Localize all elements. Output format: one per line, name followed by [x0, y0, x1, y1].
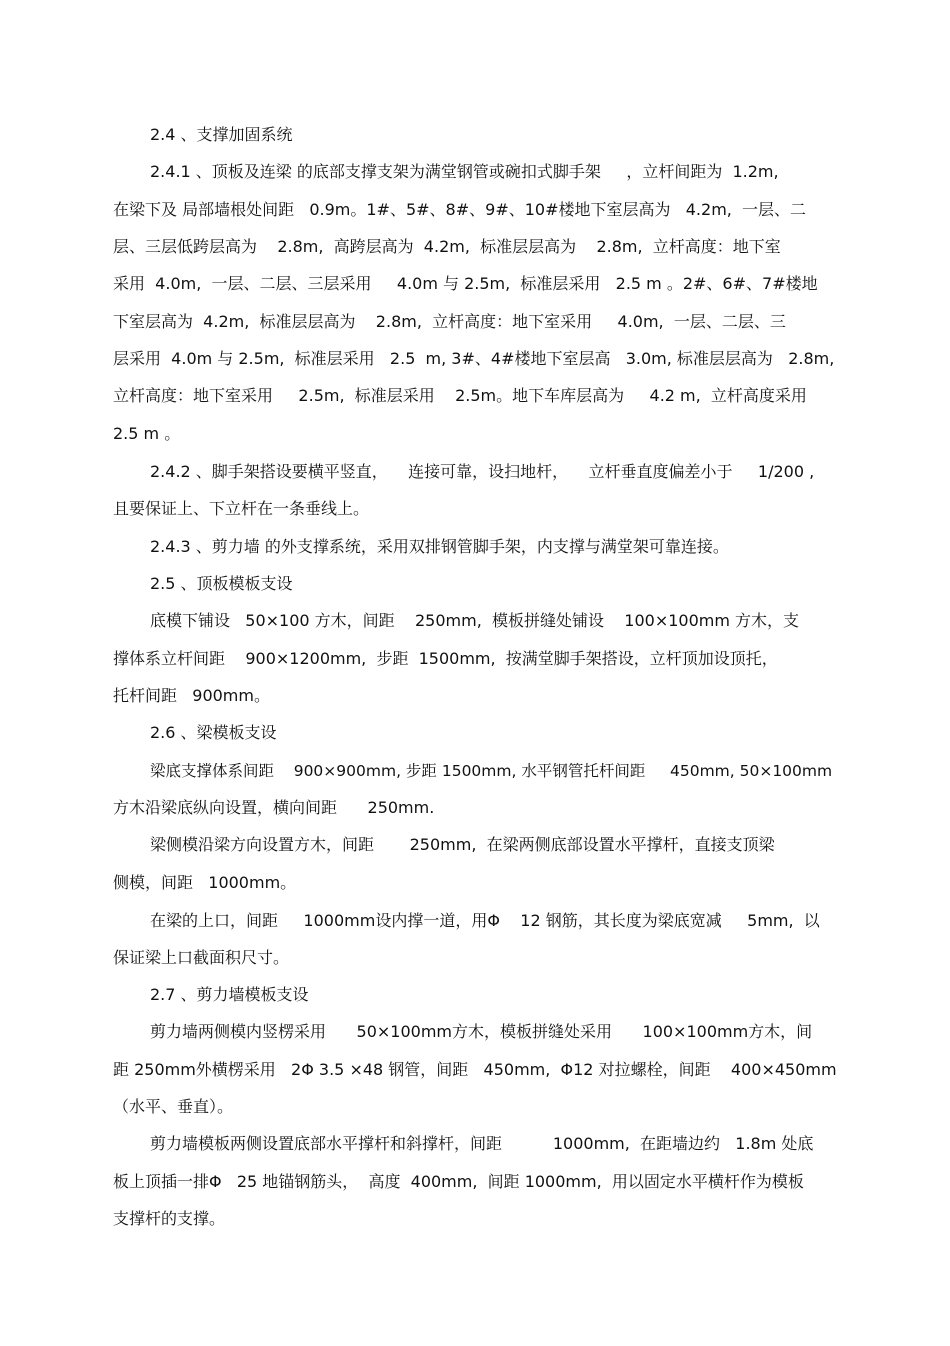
paragraph-line: 保证梁上口截面积尺寸。 — [113, 948, 290, 967]
paragraph-line: 梁侧模沿梁方向设置方木，间距 250mm, 在梁两侧底部设置水平撑杆，直接支顶梁 — [150, 835, 775, 854]
paragraph-line: 方木沿梁底纵向设置，横向间距 250mm. — [113, 798, 435, 817]
paragraph-line: 底模下铺设 50×100 方木，间距 250mm, 模板拼缝处铺设 100×100mm 方木，支 — [150, 611, 800, 630]
paragraph-line: 在梁的上口，间距 1000mm设内撑一道，用Φ 12 钢筋，其长度为梁底宽减 5mm, 以 — [150, 911, 820, 930]
heading-2-5: 2.5 、顶板模板支设 — [150, 574, 293, 593]
paragraph-line: 梁底支撑体系间距 900×900mm, 步距 1500mm, 水平钢管托杆间距 450mm, 50×100mm — [150, 762, 833, 780]
paragraph-line: 托杆间距 900mm。 — [113, 686, 270, 705]
paragraph-line: 立杆高度：地下室采用 2.5m, 标准层采用 2.5m。地下车库层高为 4.2 m, 立杆高度采用 — [113, 386, 807, 405]
paragraph-line: 层采用 4.0m 与 2.5m, 标准层采用 2.5 m, 3#、4#楼地下室层高 3.0m, 标准层层高为 2.8m, — [113, 349, 835, 368]
heading-2-4: 2.4 、支撑加固系统 — [150, 125, 293, 144]
paragraph-line: 剪力墙两侧模内竖楞采用 50×100mm方木，模板拼缝处采用 100×100mm方木，间 — [150, 1022, 813, 1041]
heading-2-6: 2.6 、梁模板支设 — [150, 723, 277, 742]
paragraph-line: 且要保证上、下立杆在一条垂线上。 — [113, 499, 370, 518]
paragraph-line: 在梁下及 局部墙根处间距 0.9m。1#、5#、8#、9#、10#楼地下室层高为 4.2m, 一层、二 — [113, 200, 807, 219]
paragraph-line: 采用 4.0m, 一层、二层、三层采用 4.0m 与 2.5m, 标准层采用 2.5 m 。2#、6#、7#楼地 — [113, 274, 818, 293]
paragraph-line: 撑体系立杆间距 900×1200mm, 步距 1500mm, 按满堂脚手架搭设，立杆顶加设顶托， — [113, 649, 778, 668]
paragraph-line: 下室层高为 4.2m, 标准层层高为 2.8m, 立杆高度：地下室采用 4.0m, 一层、二层、三 — [113, 312, 786, 331]
paragraph-line: 层、三层低跨层高为 2.8m, 高跨层高为 4.2m, 标准层层高为 2.8m, 立杆高度：地下室 — [113, 237, 781, 256]
paragraph-line: 板上顶插一排Φ 25 地锚钢筋头， 高度 400mm, 间距 1000mm, 用以固定水平横杆作为模板 — [113, 1172, 804, 1191]
heading-2-7: 2.7 、剪力墙模板支设 — [150, 985, 309, 1004]
paragraph-line: 距 250mm外横楞采用 2Φ 3.5 ×48 钢管，间距 450mm, Φ12 对拉螺栓，间距 400×450mm — [113, 1060, 837, 1079]
paragraph-line: 侧模，间距 1000mm。 — [113, 873, 297, 892]
paragraph-line: 2.4.2 、脚手架搭设要横平竖直， 连接可靠，设扫地杆， 立杆垂直度偏差小于 1/200 , — [150, 462, 815, 481]
paragraph-line: 2.4.3 、剪力墙 的外支撑系统，采用双排钢管脚手架，内支撑与满堂架可靠连接。 — [150, 537, 729, 556]
paragraph-line: 2.5 m 。 — [113, 424, 181, 443]
paragraph-line: （水平、垂直）。 — [113, 1097, 234, 1116]
paragraph-line: 支撑杆的支撑。 — [113, 1209, 226, 1228]
paragraph-line: 2.4.1 、顶板及连梁 的底部支撑支架为满堂钢管或碗扣式脚手架 ，立杆间距为 1.2m, — [150, 162, 779, 181]
paragraph-line: 剪力墙模板两侧设置底部水平撑杆和斜撑杆，间距 1000mm, 在距墙边约 1.8m 处底 — [150, 1134, 814, 1153]
